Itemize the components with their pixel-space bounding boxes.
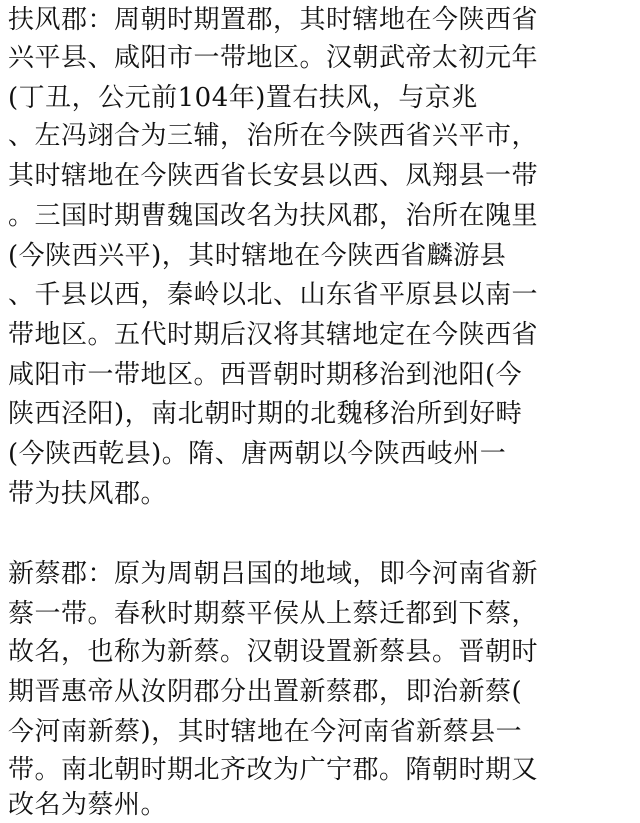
text-line: 兴平县、咸阳市一带地区。汉朝武帝太初元年 bbox=[8, 43, 539, 73]
text-line: 其时辖地在今陕西省长安县以西、凤翔县一带 bbox=[8, 161, 539, 191]
text-line: 咸阳市一带地区。西晋朝时期移治到池阳(今 bbox=[8, 360, 523, 390]
text-line: (今陕西乾县)。隋、唐两朝以今陕西岐州一 bbox=[8, 439, 507, 469]
text-line: 期晋惠帝从汝阴郡分出置新蔡郡，即治新蔡( bbox=[8, 677, 523, 707]
text-line: 陕西泾阳)，南北朝时期的北魏移治所到好畤 bbox=[8, 399, 523, 429]
text-line: 、千县以西，秦岭以北、山东省平原县以南一 bbox=[8, 280, 539, 310]
text-line: 蔡一带。春秋时期蔡平侯从上蔡迁都到下蔡， bbox=[8, 599, 539, 629]
text-line: 。三国时期曹魏国改名为扶风郡，治所在隗里 bbox=[8, 201, 539, 231]
text-line: 带。南北朝时期北齐改为广宁郡。隋朝时期又 bbox=[8, 755, 539, 785]
text-line: 故名，也称为新蔡。汉朝设置新蔡县。晋朝时 bbox=[8, 637, 539, 667]
text-line: 带地区。五代时期后汉将其辖地定在今陕西省 bbox=[8, 320, 539, 350]
text-line: 改名为蔡州。 bbox=[8, 790, 168, 820]
text-line: 扶风郡：周朝时期置郡，其时辖地在今陕西省 bbox=[8, 5, 539, 35]
text-line: 今河南新蔡)，其时辖地在今河南省新蔡县一 bbox=[8, 717, 523, 747]
text-line: 带为扶风郡。 bbox=[8, 479, 168, 509]
text-line: 新蔡郡：原为周朝吕国的地域，即今河南省新 bbox=[8, 559, 539, 589]
text-line: (今陕西兴平)，其时辖地在今陕西省麟游县 bbox=[8, 241, 507, 271]
text-line: 、左冯翊合为三辅，治所在今陕西省兴平市， bbox=[8, 121, 539, 151]
text-line: (丁丑，公元前104年)置右扶风，与京兆 bbox=[8, 83, 478, 113]
